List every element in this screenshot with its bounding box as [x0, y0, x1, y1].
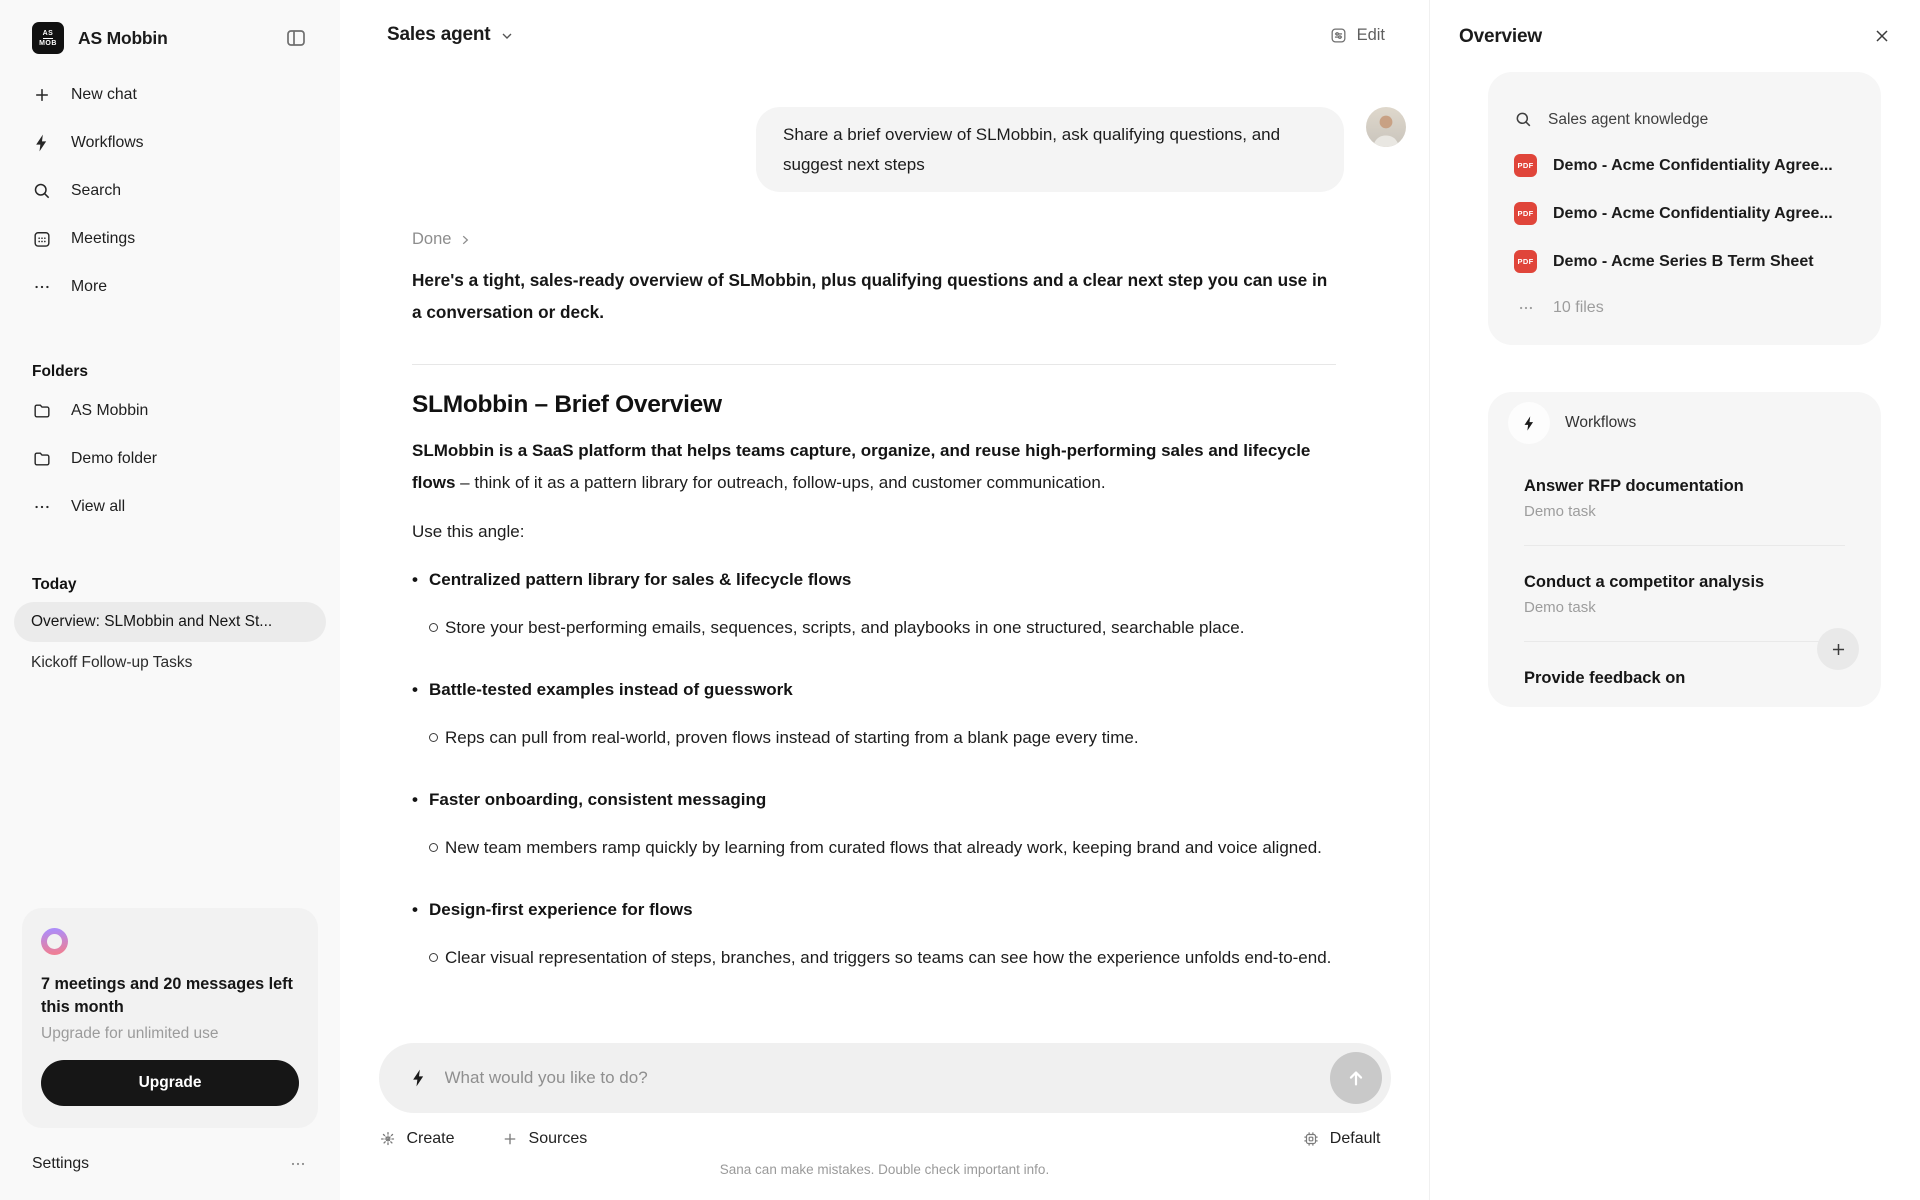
upgrade-button[interactable]: Upgrade	[41, 1060, 299, 1106]
model-label: Default	[1329, 1130, 1381, 1147]
answer-intro: Here's a tight, sales-ready overview of SLMobbin, plus qualifying questions and a clear next step you can use in a conversation or deck.	[412, 270, 1328, 322]
folder-item-as-mobbin[interactable]	[0, 387, 340, 435]
create-label: Create	[406, 1130, 455, 1147]
chat-scroll-area[interactable]	[340, 76, 1429, 1030]
folder-label: Demo folder	[71, 450, 158, 467]
ellipsis-icon	[32, 497, 52, 517]
bullet-title: • Faster onboarding, consistent messaging	[412, 788, 1336, 812]
brand-name: AS Mobbin	[78, 27, 168, 48]
folder-label: AS Mobbin	[71, 402, 149, 419]
sliders-icon	[1329, 26, 1348, 45]
overview-panel	[1429, 0, 1920, 1200]
workflows-card	[1488, 392, 1881, 707]
workflow-subtitle: Demo task	[1524, 503, 1596, 520]
bullet-detail: Store your best-performing emails, sequences, scripts, and playbooks in one structured, searchable place.	[412, 612, 1336, 644]
lightning-icon	[32, 133, 52, 153]
file-item[interactable]	[1514, 154, 1855, 177]
nav-label: Search	[71, 182, 122, 199]
answer-bullet-list	[412, 568, 1336, 974]
lightning-icon	[409, 1068, 429, 1088]
chat-history-item-selected[interactable]: Overview: SLMobbin and Next St...	[14, 602, 326, 642]
bullet-title: • Battle-tested examples instead of guesswork	[412, 678, 1336, 702]
agent-selector[interactable]	[387, 24, 515, 46]
model-selector[interactable]	[1302, 1130, 1381, 1148]
usage-card	[22, 908, 318, 1128]
workflows-icon-circle	[1508, 402, 1550, 444]
answer-angle-label: Use this angle:	[412, 522, 525, 541]
panel-title: Overview	[1459, 26, 1542, 47]
answer-paragraph-bold: SLMobbin is a SaaS platform that helps teams capture, organize, and reuse high-performing sales and lifecycle flows	[412, 441, 1311, 492]
composer-input-bar	[379, 1043, 1391, 1113]
search-icon	[1514, 110, 1533, 129]
settings-more-icon[interactable]	[288, 1154, 308, 1174]
pdf-icon: PDF	[1514, 202, 1537, 225]
workflows-label: Workflows	[1565, 414, 1637, 431]
sidebar-item-search[interactable]	[0, 167, 340, 215]
knowledge-search-label: Sales agent knowledge	[1548, 110, 1709, 128]
workflow-title: Answer RFP documentation	[1524, 477, 1744, 495]
search-icon	[32, 181, 52, 201]
bullet-title: • Design-first experience for flows	[412, 898, 1336, 922]
divider	[1524, 641, 1845, 642]
file-item[interactable]	[1514, 202, 1855, 225]
logo-text-bottom: MOB	[39, 39, 57, 47]
sparkle-icon	[379, 1130, 397, 1148]
calendar-icon	[32, 229, 52, 249]
folders-section-label: Folders	[32, 363, 88, 380]
composer	[340, 1030, 1429, 1200]
sidebar-item-workflows[interactable]	[0, 119, 340, 167]
brand-logo	[32, 22, 64, 54]
files-count-label: 10 files	[1553, 299, 1604, 316]
knowledge-search[interactable]	[1514, 110, 1855, 129]
bullet-group	[412, 678, 1336, 754]
sidebar-item-meetings[interactable]	[0, 215, 340, 263]
user-avatar	[1366, 107, 1406, 147]
main-header	[340, 0, 1429, 76]
divider	[412, 364, 1336, 365]
settings-row	[32, 1154, 308, 1174]
bullet-group	[412, 568, 1336, 644]
arrow-up-icon	[1345, 1067, 1367, 1089]
folders-view-all[interactable]	[0, 483, 340, 531]
plus-icon	[501, 1130, 519, 1148]
answer-heading: SLMobbin – Brief Overview	[412, 391, 722, 418]
folder-icon	[32, 401, 52, 421]
workflow-item[interactable]	[1524, 669, 1845, 688]
plus-icon	[32, 85, 52, 105]
file-name: Demo - Acme Confidentiality Agree...	[1553, 204, 1833, 222]
sidebar-spacer	[0, 683, 340, 908]
pdf-icon: PDF	[1514, 250, 1537, 273]
close-icon[interactable]	[1872, 26, 1892, 46]
folder-label: View all	[71, 498, 126, 515]
answer-paragraph-rest: – think of it as a pattern library for outreach, follow-ups, and customer communication.	[455, 472, 1106, 492]
create-button[interactable]	[379, 1130, 455, 1148]
sidebar	[0, 0, 340, 1200]
bullet-detail: Reps can pull from real-world, proven flows instead of starting from a blank page every time.	[412, 722, 1336, 754]
nav-label: More	[71, 278, 107, 295]
file-item[interactable]	[1514, 250, 1855, 273]
folder-icon	[32, 449, 52, 469]
answer-paragraph	[412, 435, 1336, 498]
nav-label: New chat	[71, 86, 137, 103]
sources-button[interactable]	[501, 1130, 588, 1148]
edit-label: Edit	[1356, 26, 1385, 44]
ellipsis-icon	[1514, 299, 1537, 317]
main-area	[340, 0, 1429, 1200]
chevron-right-icon	[458, 233, 472, 247]
lightning-icon	[1521, 415, 1538, 432]
plus-icon	[1829, 640, 1848, 659]
sidebar-item-more[interactable]	[0, 263, 340, 311]
sidebar-item-new-chat[interactable]	[0, 71, 340, 119]
bullet-detail: Clear visual representation of steps, branches, and triggers so teams can see how the experience unfolds end-to-end.	[412, 942, 1336, 974]
edit-agent-button[interactable]	[1329, 26, 1385, 45]
bullet-group	[412, 788, 1336, 864]
composer-input[interactable]	[445, 1068, 1330, 1088]
assistant-answer	[412, 230, 1336, 974]
workflow-item[interactable]	[1524, 573, 1845, 616]
files-more-button[interactable]	[1514, 299, 1855, 317]
chevron-down-icon	[499, 28, 515, 44]
sources-label: Sources	[528, 1130, 588, 1147]
today-section-label: Today	[32, 576, 77, 593]
composer-actions	[379, 1130, 1391, 1148]
workflow-list	[1508, 477, 1861, 688]
status-label: Done	[412, 230, 452, 248]
bullet-group	[412, 898, 1336, 974]
sidebar-toggle-icon[interactable]	[284, 26, 308, 50]
folders-list	[0, 387, 340, 531]
usage-ring-icon	[41, 928, 68, 955]
add-workflow-button[interactable]	[1817, 628, 1859, 670]
disclaimer-text: Sana can make mistakes. Double check important info.	[719, 1162, 1050, 1177]
status-toggle[interactable]	[412, 230, 1336, 249]
bullet-detail: New team members ramp quickly by learning from curated flows that already work, keeping brand and voice aligned.	[412, 832, 1336, 864]
user-message-row	[412, 107, 1406, 192]
nav-label: Workflows	[71, 134, 144, 151]
user-message-bubble: Share a brief overview of SLMobbin, ask qualifying questions, and suggest next steps	[756, 107, 1344, 192]
ellipsis-icon	[32, 277, 52, 297]
workflow-item[interactable]	[1524, 477, 1845, 520]
knowledge-card	[1488, 72, 1881, 345]
usage-subline: Upgrade for unlimited use	[41, 1025, 219, 1042]
divider	[1524, 545, 1845, 546]
settings-button[interactable]: Settings	[32, 1155, 90, 1172]
send-button[interactable]	[1330, 1052, 1382, 1104]
chat-history-list	[0, 602, 340, 683]
sidebar-nav	[0, 71, 340, 311]
workflows-header	[1508, 402, 1861, 444]
workflow-title: Provide feedback on	[1524, 669, 1686, 687]
file-name: Demo - Acme Series B Term Sheet	[1553, 252, 1814, 270]
usage-headline: 7 meetings and 20 messages left this month	[41, 975, 293, 1016]
folder-item-demo-folder[interactable]	[0, 435, 340, 483]
file-name: Demo - Acme Confidentiality Agree...	[1553, 156, 1833, 174]
pdf-icon: PDF	[1514, 154, 1537, 177]
chat-history-item[interactable]: Kickoff Follow-up Tasks	[31, 654, 193, 671]
workflow-title: Conduct a competitor analysis	[1524, 573, 1765, 591]
workflow-subtitle: Demo task	[1524, 599, 1596, 616]
brand-row	[32, 22, 308, 54]
agent-title: Sales agent	[387, 24, 491, 45]
bullet-title: • Centralized pattern library for sales & lifecycle flows	[412, 568, 1336, 592]
chip-icon	[1302, 1130, 1320, 1148]
logo-text-top: AS	[42, 29, 54, 37]
nav-label: Meetings	[71, 230, 136, 247]
